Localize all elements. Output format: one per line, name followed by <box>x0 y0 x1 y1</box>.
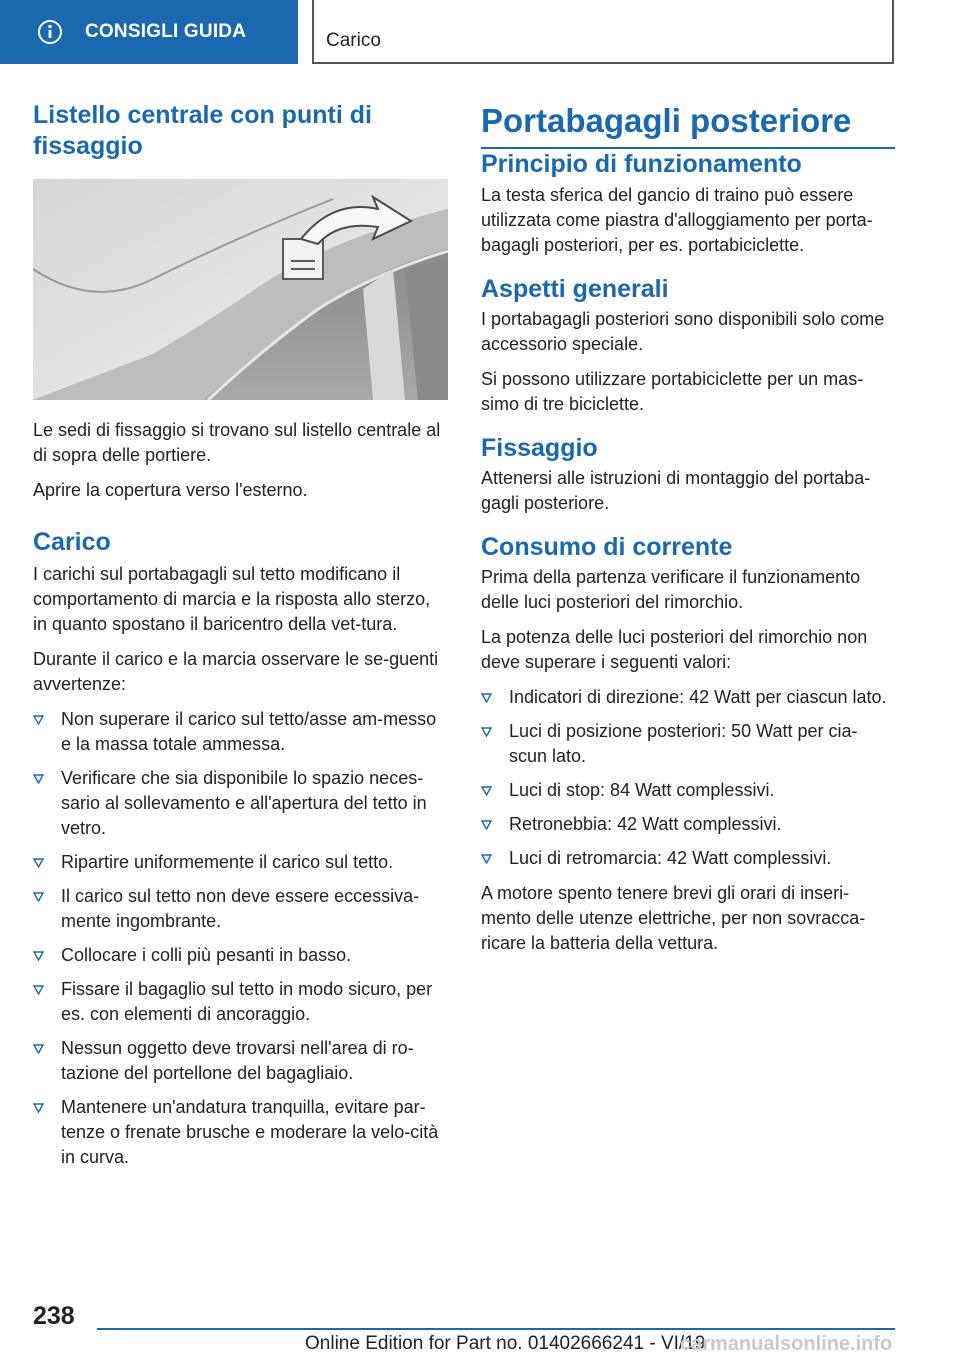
triangle-bullet-icon <box>481 854 492 864</box>
paragraph-closing: A motore spento tenere brevi gli orari di inseri‐mento delle utenze elettriche, per non sovracca‐ricare la batteria della vettura. <box>481 883 866 954</box>
list-item-text: Collocare i colli più pesanti in basso. <box>61 944 352 965</box>
right-column <box>481 100 895 966</box>
paragraph-open-cover: Aprire la copertura verso l'esterno. <box>33 479 308 500</box>
list-item-text: Mantenere un'andatura tranquilla, evitare par‐tenze o frenate brusche e moderare la velo‐cità in curva. <box>61 1096 439 1167</box>
heading-fissaggio: Fissaggio <box>481 433 598 462</box>
paragraph-aspetti-2: Si possono utilizzare portabiciclette per un mas‐simo di tre biciclette. <box>481 368 864 414</box>
heading-consumo: Consumo di corrente <box>481 533 733 561</box>
paragraph-fixing-points: Le sedi di fissaggio si trovano sul listello centrale al di sopra delle portiere. <box>33 419 441 465</box>
list-item <box>481 719 895 769</box>
list-item <box>33 850 448 875</box>
heading-roof-rail: Listello centrale con punti di fissaggio <box>33 101 372 161</box>
triangle-bullet-icon <box>33 985 44 995</box>
list-item-text: Il carico sul tetto non deve essere eccessiva‐mente ingombrante. <box>61 885 420 931</box>
info-icon <box>37 19 63 45</box>
list-item-text: Retronebbia: 42 Watt complessivi. <box>509 814 782 835</box>
watermark: carmanualsonline.info <box>680 1333 893 1355</box>
paragraph-fissaggio: Attenersi alle istruzioni di montaggio del portaba‐gagli posteriore. <box>481 468 871 513</box>
heading-principio: Principio di funzionamento <box>481 150 802 179</box>
heading-rear-carrier: Portabagagli posteriore <box>481 100 895 149</box>
list-item <box>33 766 448 841</box>
list-item-text: Non superare il carico sul tetto/asse am‐messo e la massa totale ammessa. <box>61 708 437 754</box>
heading-aspetti: Aspetti generali <box>481 274 669 303</box>
list-item <box>481 685 895 710</box>
triangle-bullet-icon <box>481 693 492 703</box>
list-item-text: Luci di posizione posteriori: 50 Watt per cia‐scun lato. <box>509 721 858 767</box>
page-number: 238 <box>33 1302 75 1330</box>
triangle-bullet-icon <box>33 892 44 902</box>
roof-rail-figure <box>33 179 448 400</box>
list-item-text: Ripartire uniformemente il carico sul tetto. <box>61 851 394 872</box>
triangle-bullet-icon <box>481 786 492 796</box>
list-item <box>33 977 448 1027</box>
list-item <box>33 1095 448 1170</box>
edition-text: Online Edition for Part no. 01402666241 - VI/19 <box>305 1333 706 1354</box>
list-item <box>33 884 448 934</box>
triangle-bullet-icon <box>481 727 492 737</box>
list-item <box>481 846 895 871</box>
heading-carico: Carico <box>33 527 111 556</box>
paragraph-consumo-1: Prima della partenza verificare il funzionamento delle luci posteriori del rimorchio. <box>481 567 861 613</box>
section-label: Carico <box>326 30 381 51</box>
roof-rail-photo-icon <box>33 179 448 400</box>
list-item <box>481 812 895 837</box>
footer-divider <box>97 1328 895 1330</box>
carico-bullet-list <box>33 707 448 1170</box>
list-item-text: Indicatori di direzione: 42 Watt per ciascun lato. <box>509 687 887 708</box>
list-item-text: Verificare che sia disponibile lo spazio neces‐sario al sollevamento e all'apertura del tetto in vetro. <box>61 767 427 838</box>
triangle-bullet-icon <box>33 858 44 868</box>
header-tab <box>0 0 298 64</box>
list-item-text: Luci di stop: 84 Watt complessivi. <box>509 780 775 801</box>
consumo-bullet-list <box>481 685 895 871</box>
paragraph-carico-2: Durante il carico e la marcia osservare le se‐guenti avvertenze: <box>33 648 439 694</box>
list-item <box>33 707 448 757</box>
triangle-bullet-icon <box>33 715 44 725</box>
triangle-bullet-icon <box>33 951 44 961</box>
paragraph-consumo-2: La potenza delle luci posteriori del rimorchio non deve superare i seguenti valori: <box>481 627 868 673</box>
list-item <box>481 778 895 803</box>
triangle-bullet-icon <box>33 774 44 784</box>
list-item-text: Luci di retromarcia: 42 Watt complessivi. <box>509 848 832 869</box>
header-section-box <box>312 0 894 64</box>
list-item <box>33 1036 448 1086</box>
triangle-bullet-icon <box>33 1103 44 1113</box>
paragraph-carico-1: I carichi sul portabagagli sul tetto modificano il comportamento di marcia e la risposta allo sterzo, in quanto spostano il baricentro della vet‐tura. <box>33 563 431 634</box>
paragraph-aspetti-1: I portabagagli posteriori sono disponibili solo come accessorio speciale. <box>481 308 885 354</box>
triangle-bullet-icon <box>33 1044 44 1054</box>
left-column <box>33 100 448 1180</box>
tab-label: CONSIGLI GUIDA <box>85 21 247 42</box>
triangle-bullet-icon <box>481 820 492 830</box>
list-item-text: Fissare il bagaglio sul tetto in modo sicuro, per es. con elementi di ancoraggio. <box>61 978 433 1024</box>
list-item-text: Nessun oggetto deve trovarsi nell'area di ro‐tazione del portellone del bagagliaio. <box>61 1037 414 1083</box>
paragraph-principio: La testa sferica del gancio di traino può essere utilizzata come piastra d'alloggiamento per porta‐bagagli posteriori, per es. portabiciclette. <box>481 184 873 255</box>
list-item <box>33 943 448 968</box>
